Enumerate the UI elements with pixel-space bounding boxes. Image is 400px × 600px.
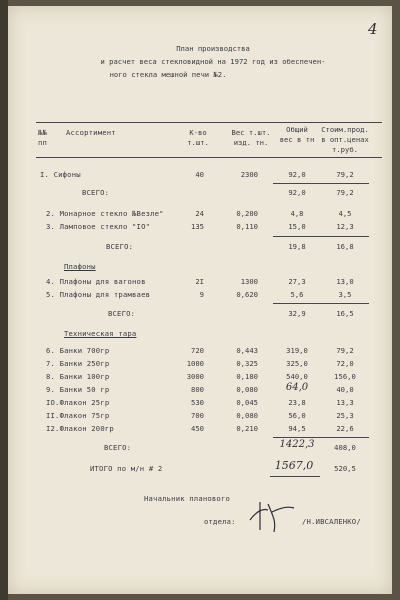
sum-3-rule [273, 303, 369, 304]
sum-1-rule [273, 183, 369, 184]
row-1-total: 92,0 [288, 170, 306, 179]
sum-3-cost: 16,5 [336, 309, 354, 318]
scan-edge [0, 0, 8, 600]
grand-total-cost: 520,5 [334, 464, 356, 473]
sum-2-rule [273, 236, 369, 237]
row-2-qty: 24 [195, 209, 204, 218]
row-2-total: 4,8 [290, 209, 304, 218]
page-number: 4 [368, 20, 378, 38]
row-1-qty: 40 [195, 170, 204, 179]
title-line-2: и расчет веса стекловидной на 1972 год из обеспечен- [100, 57, 326, 66]
sum-2-cost: 16,8 [336, 242, 354, 251]
row-12-weight: 0,210 [236, 424, 258, 433]
row-7-cost: 72,0 [336, 359, 354, 368]
row-10-total: 23,8 [288, 398, 306, 407]
document-page [8, 6, 392, 594]
sum-2-label: ВСЕГО: [106, 242, 134, 251]
sum-1-cost: 79,2 [336, 188, 354, 197]
header-total-1: Общий [286, 125, 308, 134]
row-5-cost: 3,5 [338, 290, 352, 299]
row-10-cost: 13,3 [336, 398, 354, 407]
row-10-name: IO.Флакон 25гр [46, 398, 110, 407]
row-6-qty: 720 [191, 346, 204, 355]
header-weight-1: Вес т.шт. [231, 128, 271, 137]
sum-1-label: ВСЕГО: [82, 188, 110, 197]
row-1-weight: 2300 [240, 170, 258, 179]
header-total-2: вес в тн [279, 135, 315, 144]
sum-3-total: 32,9 [288, 309, 306, 318]
row-1-cost: 79,2 [336, 170, 354, 179]
row-3-weight: 0,110 [236, 222, 258, 231]
header-num-1: №№ [38, 128, 48, 137]
title-line-3: ного стекла мешной печи №2. [109, 70, 227, 79]
row-8-total: 540,0 [286, 372, 308, 381]
sum-1-total: 92,0 [288, 188, 306, 197]
sum-2-total: 19,8 [288, 242, 306, 251]
row-5-qty: 9 [199, 290, 204, 299]
grand-total-weight: 1567,0 [274, 459, 314, 472]
row-7-name: 7. Банки 250гр [46, 359, 110, 368]
row-3-cost: 12,3 [336, 222, 354, 231]
header-cost-2: в опт.ценах [321, 135, 369, 144]
row-12-qty: 450 [191, 424, 204, 433]
row-4-weight: 1300 [240, 277, 258, 286]
row-2-cost: 4,5 [338, 209, 352, 218]
header-cost-3: т.руб. [332, 145, 358, 154]
row-9-weight: 0,080 [236, 385, 258, 394]
section-plafony: Плафоны [64, 262, 96, 271]
header-cost-1: Стоим.прод. [321, 125, 369, 134]
row-11-qty: 700 [191, 411, 204, 420]
row-2-name: 2. Монарное стекло №Везле" [46, 209, 164, 218]
row-7-qty: 1000 [186, 359, 204, 368]
row-12-name: I2.Флакон 200гр [46, 424, 114, 433]
row-4-total: 27,3 [288, 277, 306, 286]
row-2-weight: 0,200 [236, 209, 258, 218]
header-assortment: Ассортимент [66, 128, 116, 137]
row-4-cost: 13,0 [336, 277, 354, 286]
row-5-total: 5,6 [290, 290, 304, 299]
row-4-qty: 2I [195, 277, 204, 286]
row-10-weight: 0,045 [236, 398, 258, 407]
handwritten-signature [246, 498, 298, 534]
row-7-weight: 0,325 [236, 359, 258, 368]
row-8-cost: 156,0 [334, 372, 356, 381]
row-3-total: 15,0 [288, 222, 306, 231]
row-9-name: 9. Банки 50 гр [46, 385, 110, 394]
row-11-weight: 0,080 [236, 411, 258, 420]
signature-title: Начальник планового [144, 494, 231, 503]
grand-total-underline [270, 476, 320, 477]
sum-4-cost: 408,0 [334, 443, 356, 452]
header-qty-1: К-во [189, 128, 207, 137]
row-11-cost: 25,3 [336, 411, 354, 420]
header-top-rule [36, 122, 382, 123]
row-5-name: 5. Плафоны для трамваев [46, 290, 151, 299]
row-3-qty: 135 [191, 222, 204, 231]
row-6-weight: 0,443 [236, 346, 258, 355]
header-weight-2: изд. тн. [233, 138, 269, 147]
row-7-total: 325,0 [286, 359, 308, 368]
signature-dept: отдела: [204, 517, 236, 526]
signatory-name: /Н.ИВСАЛЕНКО/ [302, 517, 361, 526]
row-4-name: 4. Плафоны для вагонов [46, 277, 146, 286]
sum-3-label: ВСЕГО: [108, 309, 136, 318]
row-9-cost: 40,0 [336, 385, 354, 394]
header-num-2: пп [38, 138, 48, 147]
grand-total-label: ИТОГО по м/н # 2 [90, 464, 163, 473]
row-1-name: I. Сифоны [40, 170, 81, 179]
header-bottom-rule [36, 157, 382, 158]
header-qty-2: т.шт. [187, 138, 209, 147]
row-6-name: 6. Банки 700гр [46, 346, 110, 355]
row-12-cost: 22,6 [336, 424, 354, 433]
section-tara: Техническая тара [64, 329, 137, 338]
row-6-cost: 79,2 [336, 346, 354, 355]
row-10-qty: 530 [191, 398, 204, 407]
row-5-weight: 0,620 [236, 290, 258, 299]
title-line-1: План производства [176, 44, 250, 53]
row-8-qty: 3000 [186, 372, 204, 381]
row-12-total: 94,5 [288, 424, 306, 433]
sum-4-rule [273, 437, 369, 438]
row-9-total: 64,0 [285, 382, 309, 393]
row-9-qty: 800 [191, 385, 204, 394]
row-6-total: 319,0 [286, 346, 308, 355]
sum-4-label: ВСЕГО: [104, 443, 132, 452]
row-11-total: 56,0 [288, 411, 306, 420]
row-8-weight: 0,180 [236, 372, 258, 381]
row-11-name: II.Флакон 75гр [46, 411, 110, 420]
row-8-name: 8. Банки 100гр [46, 372, 110, 381]
sum-4-total: 1422,3 [279, 439, 315, 450]
row-3-name: 3. Ламповое стекло "IO" [46, 222, 151, 231]
